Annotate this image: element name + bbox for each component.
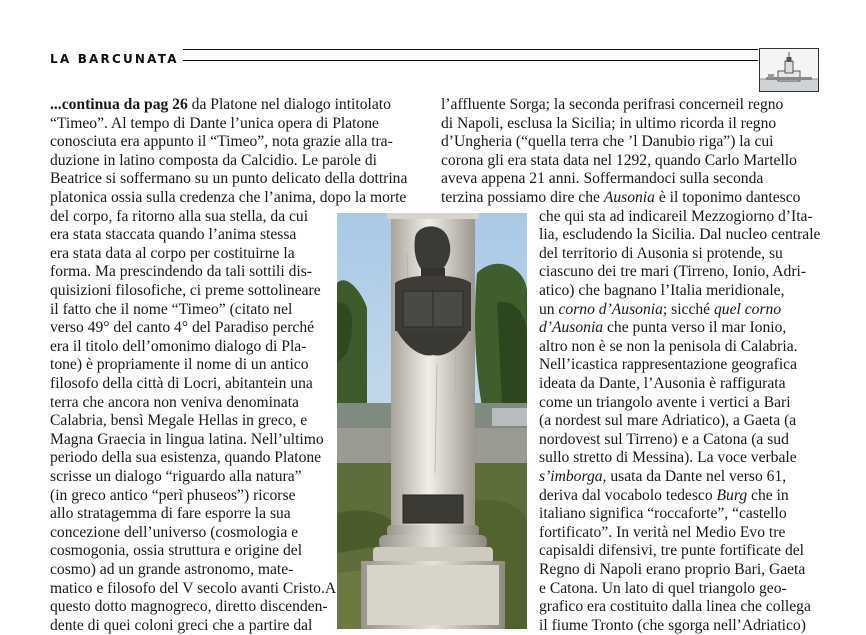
text-line: cosmo) ad un grande astronomo, mate-	[50, 561, 294, 578]
text-line: quisizioni filosofiche, ci preme sottolineare	[50, 282, 321, 299]
text-line: allo stratagemma di fare esporre la sua	[50, 505, 291, 523]
text-line: forma. Ma prescindendo da tali sottili dis-	[50, 263, 313, 281]
text-line: nordovest sul Tirreno) e a Catona (a sud	[539, 430, 789, 448]
text-line: verso 49° del canto 4° del Paradiso perché	[50, 319, 315, 337]
text-line: altro non è se non la penisola di Calabria.	[539, 337, 798, 355]
text-line: ideata da Dante, l’Ausonia è raffigurata	[539, 375, 786, 392]
continuation-marker: ...continua da pag 26	[50, 96, 188, 113]
header-rule-top	[183, 49, 758, 50]
text-line: concezione dell’universo (cosmologia e	[50, 523, 299, 541]
text-line: era il titolo dell’omonimo dialogo di Pla-	[50, 337, 307, 355]
text-line: terra che ancora non veniva denominata	[50, 393, 299, 411]
text-line: conosciuta era appunto il “Timeo”, nota grazie alla tra-	[50, 133, 393, 151]
text-line: duzione in latino composta da Calcidio. Le parole di	[50, 151, 377, 169]
text-line: che qui sta ad indicareil Mezzogiorno d’Ita-	[539, 207, 813, 225]
text-line: aveva appena 21 anni. Soffermandoci sulla seconda	[441, 170, 764, 188]
text-line: come un triangolo avente i vertici a Bari	[539, 393, 791, 411]
text-line: deriva dal vocabolo tedesco Burg che in	[539, 486, 789, 504]
text-line: Magna Graecia in lingua latina. Nell’ultimo	[50, 430, 324, 448]
text-line: grafico era costituito dalla linea che collega	[539, 598, 811, 616]
text-line: s’imborga, usata da Dante nel verso 61,	[539, 468, 787, 485]
text-line: d’Ausonia che punta verso il mar Ionio,	[539, 319, 787, 337]
text-line: lia, escludendo la Sicilia. Dal nucleo centrale	[539, 226, 821, 244]
text-line: il fiume Tronto (che sgorga nell’Adriatico)	[539, 616, 806, 634]
text-line: platonica ossia sulla credenza che l’anima, dopo la morte	[50, 189, 407, 206]
text-line: filosofo della città di Locri, abitantein una	[50, 375, 313, 392]
text-line: ciascuno dei tre mari (Tirreno, Ionio, Adri-	[539, 263, 807, 281]
dante-monument-photo	[337, 213, 527, 629]
text-line: cosmogonia, ossia struttura e origine del	[50, 542, 303, 560]
text-line: Calabria, bensì Megale Hellas in greco, e	[50, 412, 308, 430]
text-line: dente di quei coloni greci che a partire dal	[50, 616, 313, 634]
text-line: italiano significa “roccaforte”, “castello	[539, 505, 787, 523]
header-rule	[183, 60, 758, 61]
text-line: periodo della sua esistenza, quando Platone	[50, 449, 322, 467]
text-line: “Timeo”. Al tempo di Dante l’unica opera di Platone	[50, 114, 379, 132]
text-line: era stata data al corpo per costituirne la	[50, 244, 295, 262]
text-line: corona gli era stata data nel 1292, quando Carlo Martello	[441, 151, 797, 169]
text-line: matico e filosofo del V secolo avanti Cristo.A	[50, 579, 337, 597]
text-line: il fatto che il nome “Timeo” (citato nel	[50, 300, 293, 318]
text-line: e Catona. Un lato di quel triangolo geo-	[539, 579, 787, 597]
text-line: di Napoli, esclusa la Sicilia; in ultimo ricorda il regno	[441, 114, 777, 132]
text-line: sullo stretto di Messina). La voce verbale	[539, 449, 797, 467]
text-line: un corno d’Ausonia; sicché quel corno	[539, 300, 782, 318]
text-line: del territorio di Ausonia si protende, su	[539, 244, 783, 262]
lighthouse-logo	[759, 48, 819, 92]
text-line: Beatrice si soffermano su un punto delicato della dottrina	[50, 170, 408, 188]
text-line: capisaldi difensivi, tre punte fortificate del	[539, 542, 804, 560]
text-line: Regno di Napoli erano proprio Bari, Gaeta	[539, 561, 806, 578]
text-line: del corpo, fa ritorno alla sua stella, da cui	[50, 207, 309, 225]
text-line: d’Ungheria (“quella terra che ’l Danubio riga”) la cui	[441, 133, 774, 151]
text-line: tone) è propriamente il nome di un antico	[50, 356, 309, 374]
text-line: atico) che bagnano l’Italia meridionale,	[539, 282, 785, 299]
magazine-title: LA BARCUNATA	[50, 52, 179, 66]
text-line: scrisse un dialogo “riguardo alla natura”	[50, 468, 302, 485]
text-line: Nell’icastica rappresentazione geografica	[539, 356, 798, 374]
text-line: ...continua da pag 26 da Platone nel dialogo intitolato	[50, 96, 391, 113]
text-line: l’affluente Sorga; la seconda perifrasi concerneil regno	[441, 96, 784, 113]
text-line: fortificato”. In verità nel Medio Evo tre	[539, 523, 786, 541]
text-line: terzina possiamo dire che Ausonia è il toponimo dantesco	[441, 189, 801, 206]
text-line: questo dotto magnogreco, diretto discenden-	[50, 598, 328, 616]
text-line: (in greco antico “perì phuseos”) ricorse	[50, 486, 296, 504]
text-line: (a nordest sul mare Adriatico), a Gaeta (a	[539, 412, 797, 430]
text-line: era stata staccata quando l’anima stessa	[50, 226, 297, 244]
page-header	[50, 48, 817, 92]
